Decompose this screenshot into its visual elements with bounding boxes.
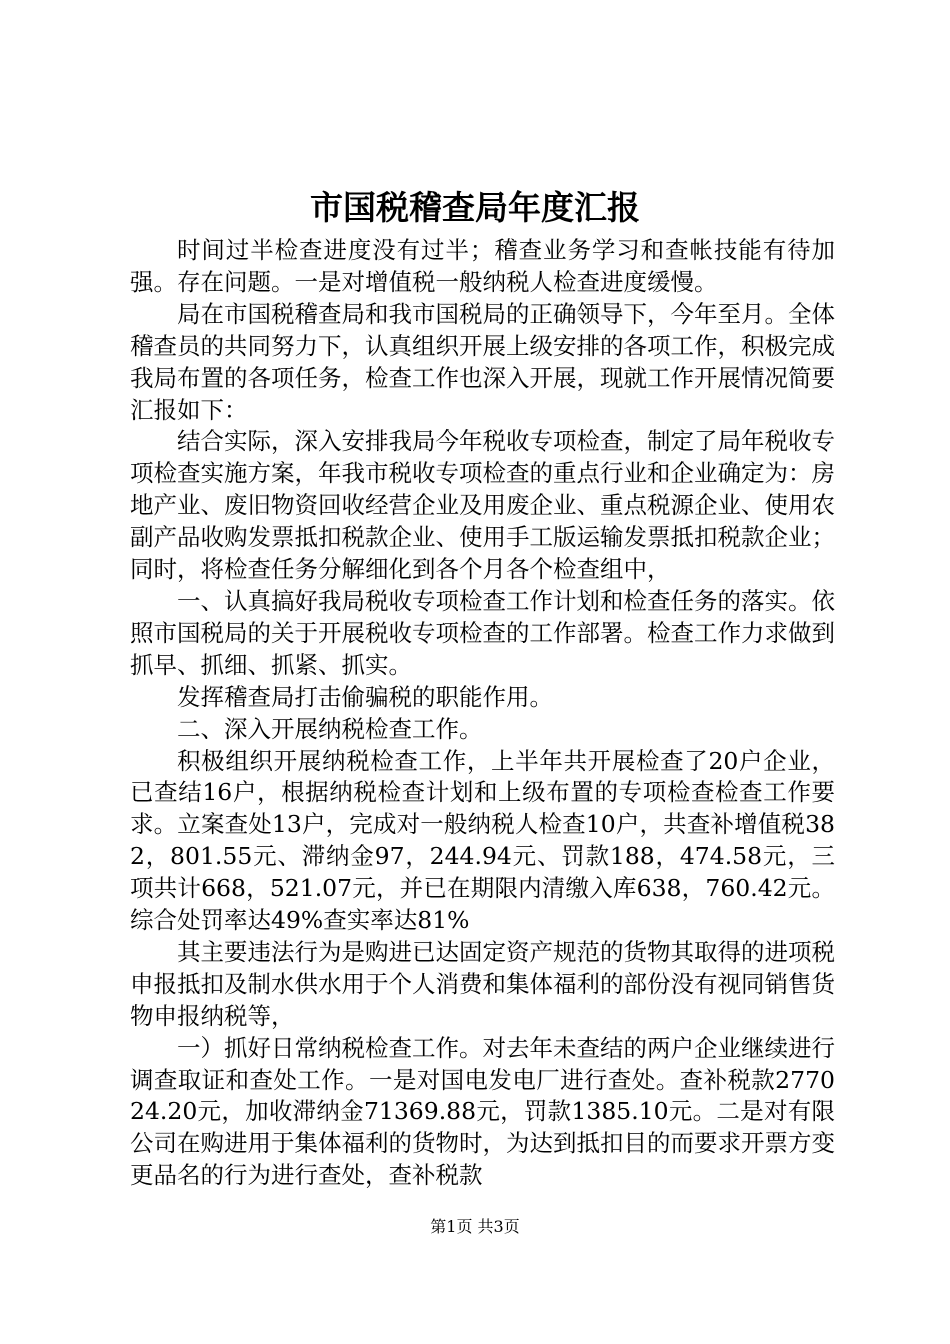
page-number-footer: 第1页 共3页	[430, 1217, 520, 1236]
paragraph: 局在市国税稽查局和我市国税局的正确领导下，今年至月。全体稽查员的共同努力下，认真组织开展上级安排的各项工作，积极完成我局布置的各项任务，检查工作也深入开展，现就工作开展情况简要汇报如下：	[130, 299, 835, 424]
paragraph: 时间过半检查进度没有过半；稽查业务学习和查帐技能有待加强。存在问题。一是对增值税一般纳税人检查进度缓慢。	[130, 236, 835, 296]
paragraph: 其主要违法行为是购进已达固定资产规范的货物其取得的进项税申报抵扣及制水供水用于个人消费和集体福利的部份没有视同销售货物申报纳税等，	[130, 937, 835, 1030]
paragraph: 结合实际，深入安排我局今年税收专项检查，制定了局年税收专项检查实施方案，年我市税收专项检查的重点行业和企业确定为：房地产业、废旧物资回收经营企业及用废企业、重点税源企业、使用农副产品收购发票抵扣税款企业、使用手工版运输发票抵扣税款企业；同时，将检查任务分解细化到各个月各个检查组中，	[130, 427, 835, 584]
paragraph: 一）抓好日常纳税检查工作。对去年未查结的两户企业继续进行调查取证和查处工作。一是对国电发电厂进行查处。查补税款277024.20元，加收滞纳金71369.88元，罚款1385.10元。二是对有限公司在购进用于集体福利的货物时，为达到抵扣目的而要求开票方变更品名的行为进行查处，查补税款	[130, 1033, 835, 1190]
paragraph: 积极组织开展纳税检查工作，上半年共开展检查了20户企业，已查结16户，根据纳税检查计划和上级布置的专项检查检查工作要求。立案查处13户，完成对一般纳税人检查10户，共查补增值税382，801.55元、滞纳金97，244.94元、罚款188，474.58元，三项共计668，521.07元，并已在期限内清缴入库638，760.42元。综合处罚率达49%查实率达81%	[130, 746, 835, 935]
paragraph: 发挥稽查局打击偷骗税的职能作用。	[177, 682, 553, 711]
paragraph: 二、深入开展纳税检查工作。	[177, 714, 483, 743]
document-title: 市国税稽查局年度汇报	[310, 188, 640, 227]
paragraph: 一、认真搞好我局税收专项检查工作计划和检查任务的落实。依照市国税局的关于开展税收专项检查的工作部署。检查工作力求做到抓早、抓细、抓紧、抓实。	[130, 586, 835, 679]
document-body	[130, 235, 835, 1192]
